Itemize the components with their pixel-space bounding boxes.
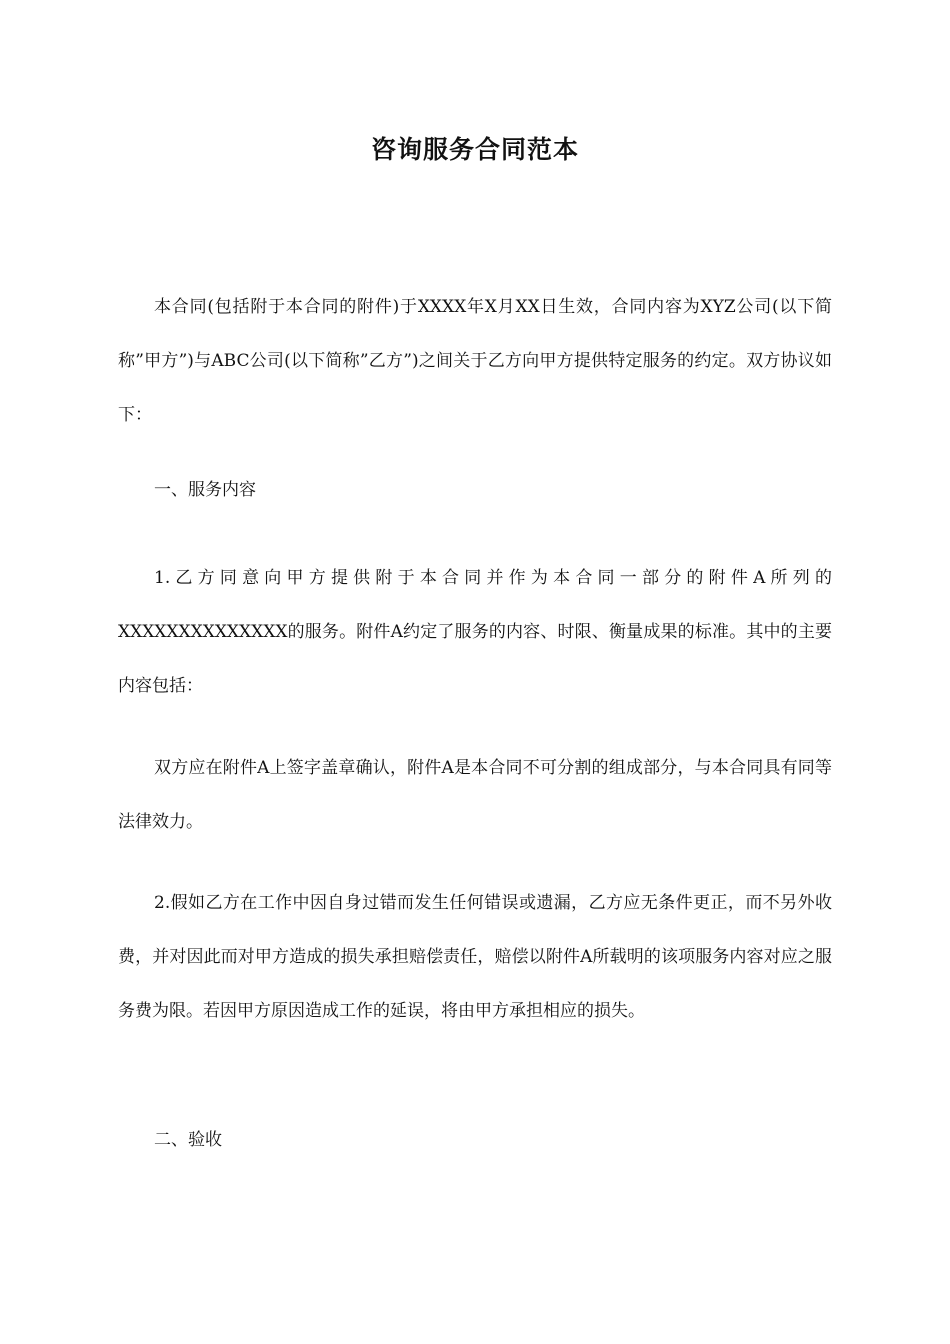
clause-2-paragraph: 2.假如乙方在工作中因自身过错而发生任何错误或遗漏，乙方应无条件更正，而不另外收费，并对因此而对甲方造成的损失承担赔偿责任，赔偿以附件A所载明的该项服务内容对应之服务费为限。若因甲方原因造成工作的延误，将由甲方承担相应的损失。 [118, 893, 832, 1021]
section-2-heading: 二、验收 [154, 1130, 222, 1150]
document-title: 咨询服务合同范本 [370, 135, 579, 164]
clause-1-paragraph: 1.乙方同意向甲方提供附于本合同并作为本合同一部分的附件A所列的XXXXXXXXXXXXXX的服务。附件A约定了服务的内容、时限、衡量成果的标准。其中的主要内容包括： [118, 568, 832, 696]
seal-confirmation-paragraph: 双方应在附件A上签字盖章确认，附件A是本合同不可分割的组成部分，与本合同具有同等法律效力。 [118, 758, 832, 832]
section-1-heading: 一、服务内容 [154, 480, 256, 500]
intro-paragraph: 本合同(包括附于本合同的附件)于XXXX年X月XX日生效，合同内容为XYZ公司(以下简称”甲方”)与ABC公司(以下简称”乙方”)之间关于乙方向甲方提供特定服务的约定。双方协议如下： [118, 297, 832, 425]
